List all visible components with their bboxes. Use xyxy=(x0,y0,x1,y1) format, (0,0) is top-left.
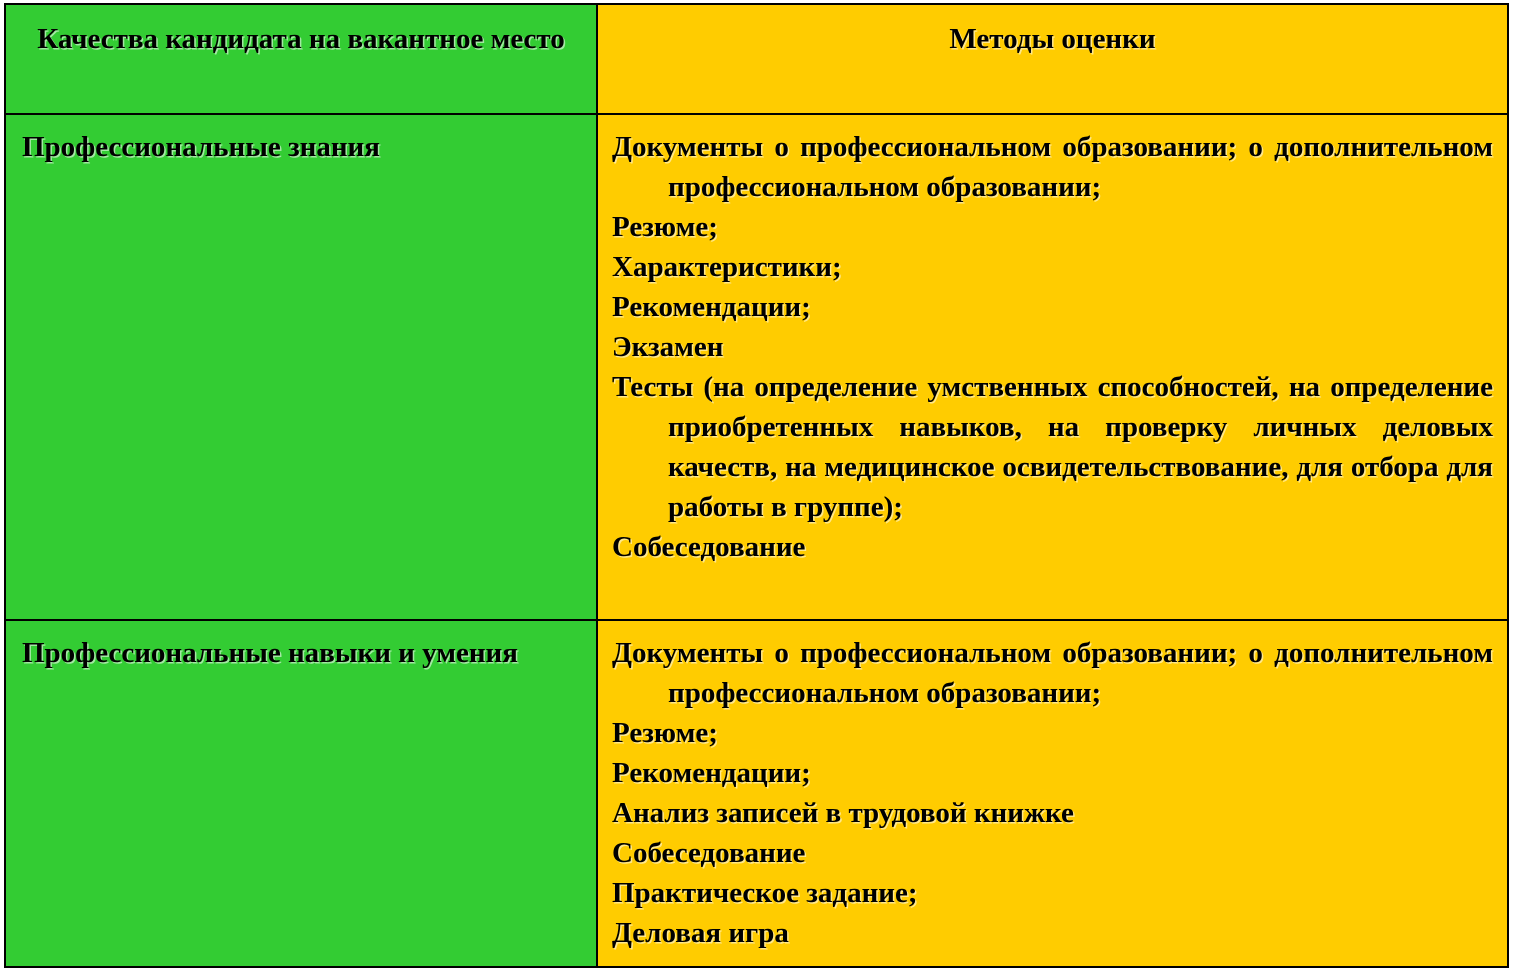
methods-cell xyxy=(597,620,1508,967)
header-qualities-cell xyxy=(5,4,597,114)
list-item: Документы о профессиональном образовании; о дополнительном профессиональном образовании; xyxy=(612,637,1493,709)
quality-label: Профессиональные навыки и умения xyxy=(22,637,518,669)
list-item: Рекомендации; xyxy=(612,291,811,323)
header-methods-label: Методы оценки xyxy=(949,23,1156,55)
quality-cell xyxy=(5,620,597,967)
list-item: Рекомендации; xyxy=(612,757,811,789)
list-item: Резюме; xyxy=(612,211,718,243)
list-item: Практическое задание; xyxy=(612,877,918,909)
list-item: Тесты (на определение умственных способностей, на определение приобретенных навыков, на проверку личных деловых качеств, на медицинское освидетельствование, для отбора для работы в группе); xyxy=(612,371,1493,523)
table-header-row xyxy=(5,4,1508,114)
list-item: Характеристики; xyxy=(612,251,842,283)
list-item: Экзамен xyxy=(612,331,724,363)
list-item: Собеседование xyxy=(612,531,806,563)
list-item: Анализ записей в трудовой книжке xyxy=(612,797,1074,829)
list-item: Резюме; xyxy=(612,717,718,749)
quality-cell xyxy=(5,114,597,620)
methods-list xyxy=(612,633,1493,953)
list-item: Документы о профессиональном образовании; о дополнительном профессиональном образовании; xyxy=(612,131,1493,203)
quality-label: Профессиональные знания xyxy=(22,131,380,163)
header-qualities-label: Качества кандидата на вакантное место xyxy=(37,23,565,55)
table-row xyxy=(5,620,1508,967)
qualities-methods-table xyxy=(4,3,1509,968)
methods-cell xyxy=(597,114,1508,620)
list-item: Деловая игра xyxy=(612,917,789,949)
table-row xyxy=(5,114,1508,620)
list-item: Собеседование xyxy=(612,837,806,869)
methods-list xyxy=(612,127,1493,567)
header-methods-cell xyxy=(597,4,1508,114)
